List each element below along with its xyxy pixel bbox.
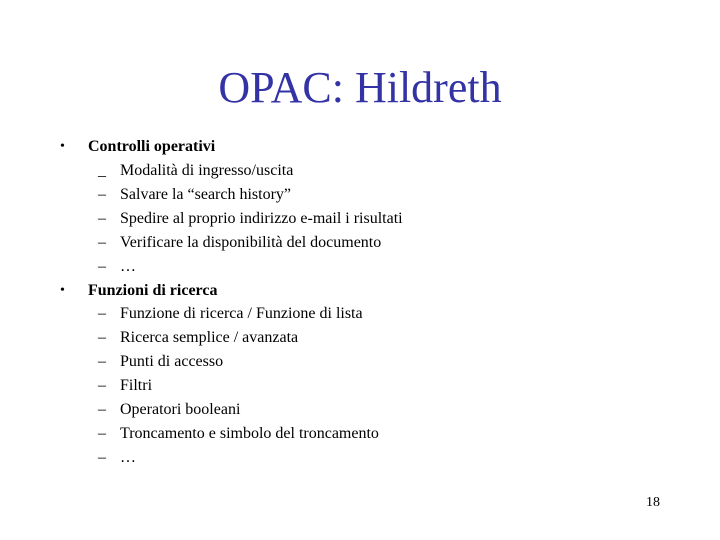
- list-item-text: Ricerca semplice / avanzata: [120, 329, 299, 346]
- dash-marker: –: [98, 258, 106, 275]
- list-item-text: Salvare la “search history”: [120, 186, 292, 203]
- bullet-icon: •: [60, 283, 65, 298]
- section-heading: Funzioni di ricerca: [88, 282, 218, 299]
- list-item-text: Verificare la disponibilità del documento: [120, 234, 382, 251]
- dash-marker: –: [98, 234, 106, 251]
- bullet-icon: •: [60, 139, 65, 154]
- dash-marker: –: [98, 329, 106, 346]
- list-item-text: Operatori booleani: [120, 401, 241, 418]
- dash-marker: –: [98, 377, 106, 394]
- list-item-text: Modalità di ingresso/uscita: [120, 162, 294, 179]
- list-item-text: Spedire al proprio indirizzo e-mail i risultati: [120, 210, 403, 227]
- list-item-text: Troncamento e simbolo del troncamento: [120, 425, 379, 442]
- dash-marker: –: [98, 449, 106, 466]
- dash-marker: –: [98, 186, 106, 203]
- dash-marker: _: [98, 162, 106, 179]
- list-item-text: …: [120, 258, 136, 275]
- list-item-text: Filtri: [120, 377, 153, 394]
- list-item-text: …: [120, 449, 136, 466]
- section-heading: Controlli operativi: [88, 138, 216, 155]
- dash-marker: –: [98, 401, 106, 418]
- list-item-text: Punti di accesso: [120, 353, 224, 370]
- slide-title: OPAC: Hildreth: [218, 63, 502, 112]
- dash-marker: –: [98, 210, 106, 227]
- dash-marker: –: [98, 353, 106, 370]
- list-item-text: Funzione di ricerca / Funzione di lista: [120, 305, 363, 322]
- dash-marker: –: [98, 305, 106, 322]
- dash-marker: –: [98, 425, 106, 442]
- page-number: 18: [646, 495, 660, 510]
